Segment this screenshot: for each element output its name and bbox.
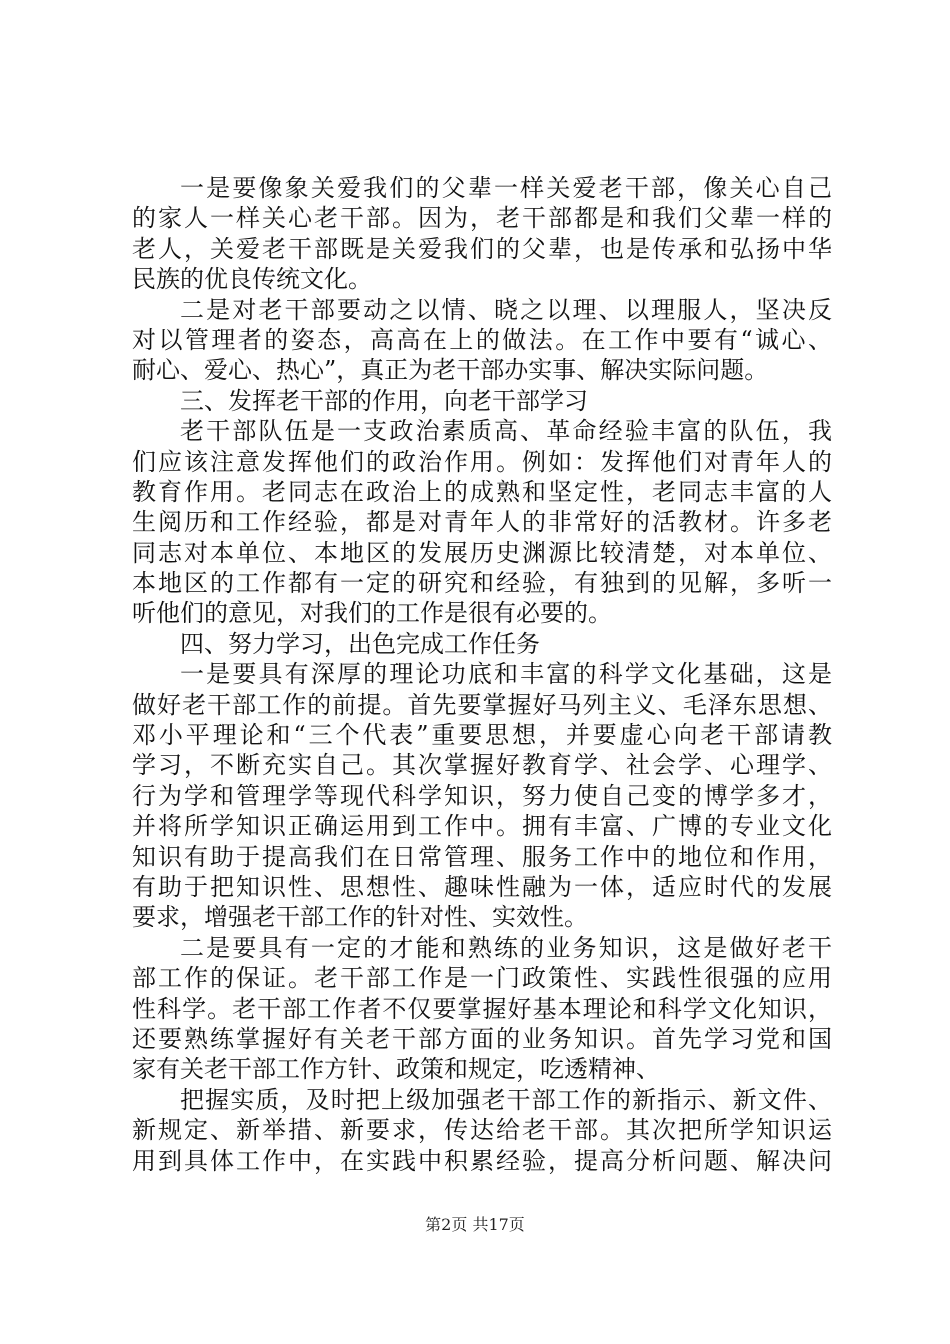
text-line: 生阅历和工作经验，都是对青年人的非常好的活教材。许多老 [132, 508, 832, 537]
text-line: 学习，不断充实自己。其次掌握好教育学、社会学、心理学、 [132, 751, 832, 780]
text-line: 做好老干部工作的前提。首先要掌握好马列主义、毛泽东思想、 [132, 690, 832, 719]
text-line: 新规定、新举措、新要求，传达给老干部。其次把所学知识运 [132, 1116, 832, 1145]
text-line: 用到具体工作中，在实践中积累经验，提高分析问题、解决问 [132, 1146, 832, 1175]
text-line: 行为学和管理学等现代科学知识，努力使自己变的博学多才， [132, 781, 832, 810]
text-line: 一是要具有深厚的理论功底和丰富的科学文化基础，这是 [180, 660, 832, 689]
text-line: 老人，关爱老干部既是关爱我们的父辈，也是传承和弘扬中华 [132, 234, 832, 263]
text-line: 二是对老干部要动之以情、晓之以理、以理服人，坚决反 [180, 295, 832, 324]
document-body [132, 173, 832, 1176]
text-line: 四、努力学习，出色完成工作任务 [180, 629, 540, 658]
text-line: 要求，增强老干部工作的针对性、实效性。 [132, 903, 588, 932]
page-footer: 第2页 共17页 [425, 1215, 525, 1234]
text-line: 并将所学知识正确运用到工作中。拥有丰富、广博的专业文化 [132, 812, 832, 841]
text-line: 们应该注意发挥他们的政治作用。例如：发挥他们对青年人的 [132, 447, 832, 476]
text-line: 有助于把知识性、思想性、趣味性融为一体，适应时代的发展 [132, 872, 832, 901]
text-line: 同志对本单位、本地区的发展历史渊源比较清楚，对本单位、 [132, 538, 832, 567]
text-line: 三、发挥老干部的作用，向老干部学习 [180, 386, 588, 415]
text-line: 知识有助于提高我们在日常管理、服务工作中的地位和作用， [132, 842, 832, 871]
text-line: 的家人一样关心老干部。因为，老干部都是和我们父辈一样的 [132, 204, 832, 233]
text-line: 耐心、爱心、热心”，真正为老干部办实事、解决实际问题。 [132, 356, 769, 385]
text-line: 把握实质，及时把上级加强老干部工作的新指示、新文件、 [180, 1085, 832, 1114]
text-line: 部工作的保证。老干部工作是一门政策性、实践性很强的应用 [132, 964, 832, 993]
text-line: 民族的优良传统文化。 [132, 265, 372, 294]
text-line: 一是要像象关爱我们的父辈一样关爱老干部，像关心自己 [180, 174, 832, 202]
text-line: 老干部队伍是一支政治素质高、革命经验丰富的队伍，我 [180, 417, 832, 446]
text-line: 教育作用。老同志在政治上的成熟和坚定性，老同志丰富的人 [132, 477, 832, 506]
text-line: 性科学。老干部工作者不仅要掌握好基本理论和科学文化知识， [132, 994, 832, 1023]
text-line: 对以管理者的姿态，高高在上的做法。在工作中要有“诚心、 [132, 325, 832, 354]
text-line: 还要熟练掌握好有关老干部方面的业务知识。首先学习党和国 [132, 1024, 832, 1053]
text-line: 邓小平理论和“三个代表”重要思想，并要虚心向老干部请教 [132, 721, 832, 750]
text-line: 家有关老干部工作方针、政策和规定，吃透精神、 [132, 1055, 660, 1084]
text-line: 二是要具有一定的才能和熟练的业务知识，这是做好老干 [180, 933, 832, 962]
text-line: 听他们的意见，对我们的工作是很有必要的。 [132, 599, 612, 628]
text-line: 本地区的工作都有一定的研究和经验，有独到的见解，多听一 [132, 569, 832, 598]
